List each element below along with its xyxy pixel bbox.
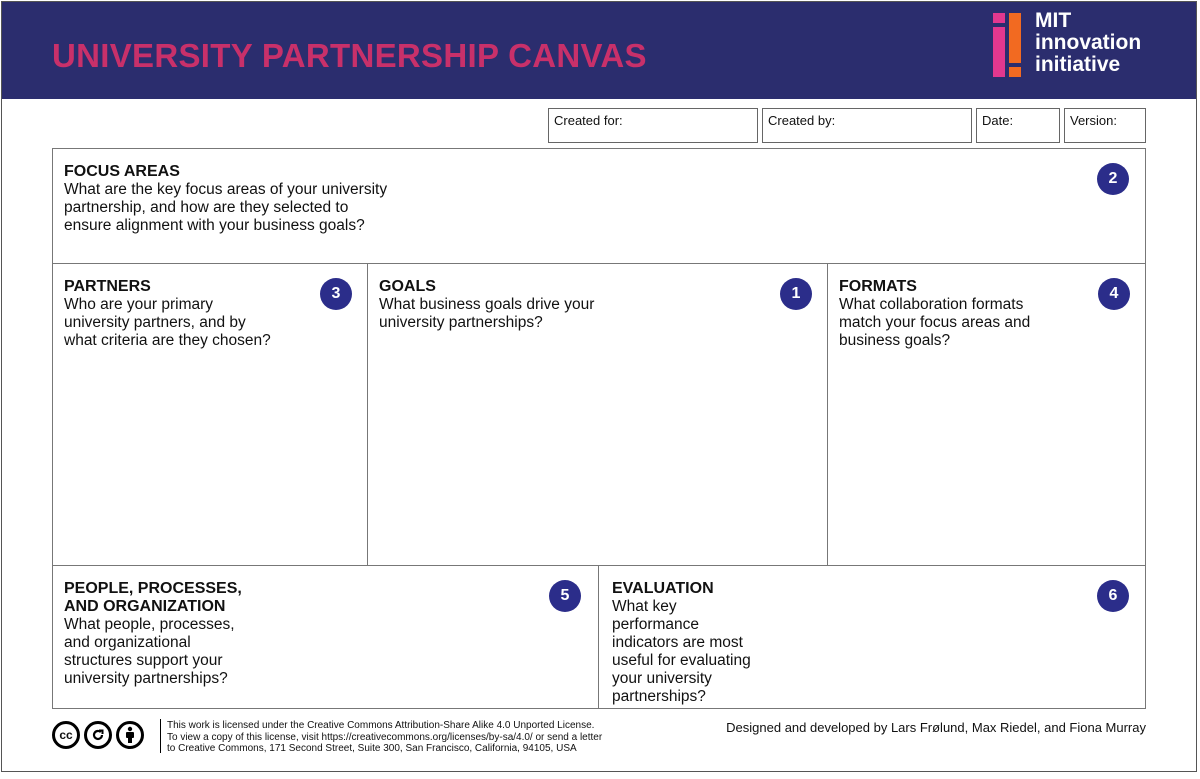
partners-question-line: what criteria are they chosen? xyxy=(64,332,271,349)
partners-question-line: Who are your primary xyxy=(64,296,214,313)
evaluation-heading: EVALUATION xyxy=(612,580,714,597)
goals-question-line: university partnerships? xyxy=(379,314,543,331)
formats-heading: FORMATS xyxy=(839,278,917,295)
evaluation-question-line: your university xyxy=(612,670,712,687)
people-question-line: What people, processes, xyxy=(64,616,235,633)
evaluation-section[interactable] xyxy=(598,565,1146,709)
date-field[interactable] xyxy=(976,108,1060,143)
mit-logo xyxy=(993,9,1173,83)
evaluation-question-line: performance xyxy=(612,616,700,633)
version-field[interactable] xyxy=(1064,108,1146,143)
formats-question-line: business goals? xyxy=(839,332,951,349)
partners-heading: PARTNERS xyxy=(64,278,151,295)
cc-license-icons xyxy=(52,721,144,749)
version-label: Version: xyxy=(1070,113,1117,128)
goals-number-badge: 1 xyxy=(780,278,812,310)
license-line: To view a copy of this license, visit https://creativecommons.org/licenses/by-sa/4.0/ or send a letter xyxy=(167,731,603,743)
cc-icon: cc xyxy=(52,721,80,749)
created-for-field[interactable] xyxy=(548,108,758,143)
logo-pink-bar xyxy=(993,27,1005,77)
created-by-field[interactable] xyxy=(762,108,972,143)
created-by-label: Created by: xyxy=(768,113,836,128)
evaluation-question-line: partnerships? xyxy=(612,688,706,705)
goals-question-line: What business goals drive your xyxy=(379,296,595,313)
credits-text: Designed and developed by Lars Frølund, Max Riedel, and Fiona Murray xyxy=(726,720,1146,735)
evaluation-question-line: useful for evaluating xyxy=(612,652,751,669)
logo-line-1: MIT xyxy=(1035,9,1072,32)
partners-question-line: university partners, and by xyxy=(64,314,246,331)
partners-section[interactable] xyxy=(52,263,368,566)
focus-areas-number-badge: 2 xyxy=(1097,163,1129,195)
license-line: This work is licensed under the Creative Commons Attribution-Share Alike 4.0 Unported License. xyxy=(167,720,595,731)
people-heading-line: PEOPLE, PROCESSES, xyxy=(64,580,242,597)
people-question-line: and organizational xyxy=(64,634,191,651)
formats-section[interactable] xyxy=(827,263,1146,566)
focus-areas-section[interactable] xyxy=(52,148,1146,264)
goals-heading: GOALS xyxy=(379,278,436,295)
created-for-label: Created for: xyxy=(554,113,623,128)
logo-orange-dot xyxy=(1009,67,1021,77)
logo-wordmark xyxy=(1035,10,1141,76)
focus-areas-heading: FOCUS AREAS xyxy=(64,163,180,180)
people-heading-line: AND ORGANIZATION xyxy=(64,598,226,615)
partners-number-badge: 3 xyxy=(320,278,352,310)
logo-pink-dot xyxy=(993,13,1005,23)
footer-divider xyxy=(160,719,161,753)
people-question-line: university partnerships? xyxy=(64,670,228,687)
people-processes-section[interactable] xyxy=(52,565,599,709)
formats-question-line: match your focus areas and xyxy=(839,314,1031,331)
share-alike-icon xyxy=(84,721,112,749)
license-text xyxy=(167,720,602,755)
formats-number-badge: 4 xyxy=(1098,278,1130,310)
logo-orange-bar xyxy=(1009,13,1021,63)
evaluation-question-line: What key xyxy=(612,598,677,615)
people-number-badge: 5 xyxy=(549,580,581,612)
logo-line-2: innovation xyxy=(1035,31,1142,54)
logo-line-3: initiative xyxy=(1035,53,1121,76)
formats-question-line: What collaboration formats xyxy=(839,296,1024,313)
people-question-line: structures support your xyxy=(64,652,223,669)
focus-areas-question-line: ensure alignment with your business goals? xyxy=(64,217,365,234)
focus-areas-question-line: What are the key focus areas of your university xyxy=(64,181,388,198)
page-title: UNIVERSITY PARTNERSHIP CANVAS xyxy=(52,37,647,74)
evaluation-question-line: indicators are most xyxy=(612,634,743,651)
attribution-icon xyxy=(116,721,144,749)
date-label: Date: xyxy=(982,113,1014,128)
evaluation-number-badge: 6 xyxy=(1097,580,1129,612)
license-line: to Creative Commons, 171 Second Street, Suite 300, San Francisco, California, 94105, USA xyxy=(167,743,577,754)
goals-section[interactable] xyxy=(367,263,828,566)
focus-areas-question-line: partnership, and how are they selected to xyxy=(64,199,349,216)
